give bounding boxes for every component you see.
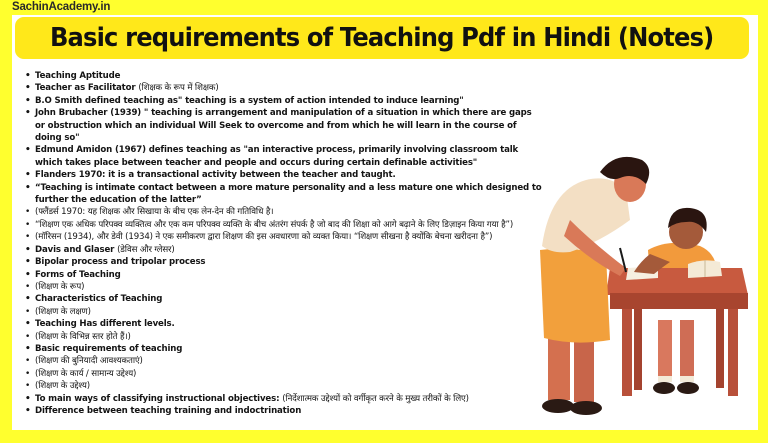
list-item: • (शिक्षण के रूप) (23, 281, 543, 293)
list-item: • John Brubacher (1939) " teaching is arrangement and manipulation of a situation in which there are gaps or obstruction which an individual Will Seek to overcome and from which he will learn in the course of doing so" (23, 107, 543, 144)
list-item: • Davis and Glaser (डेविस और ग्लेसर) (23, 244, 543, 256)
list-item: • (मॉरिसन (1934), और डेवी (1934) ने एक समीकरण द्वारा शिक्षण की इस अवधारणा को व्यक्त किया। “शिक्षण सीखना है क्योंकि बेचना खरीदना है”) (23, 231, 543, 243)
list-item: • Bipolar process and tripolar process (23, 256, 543, 268)
list-item: • “Teaching is intimate contact between a more mature personality and a less mature one which designed to further the education of the latter” (23, 182, 543, 207)
teacher-student-icon (530, 150, 768, 430)
list-item: • (फ्लैंडर्स 1970: यह शिक्षक और सिखाया के बीच एक लेन-देन की गतिविधि है। (23, 206, 543, 218)
teacher-student-illustration (530, 150, 768, 430)
list-item: • Forms of Teaching (23, 269, 543, 281)
list-item: • Basic requirements of teaching (23, 343, 543, 355)
list-item: • Teacher as Facilitator (शिक्षक के रूप में शिक्षक) (23, 82, 543, 94)
title-banner (15, 17, 749, 59)
list-item: • Characteristics of Teaching (23, 293, 543, 305)
list-item: • Teaching Has different levels. (23, 318, 543, 330)
list-item: • (शिक्षण की बुनियादी आवश्यकताएं) (23, 355, 543, 367)
list-item: • (शिक्षण के विभिन्न स्तर होते हैं।) (23, 331, 543, 343)
list-item: • To main ways of classifying instructional objectives: (निर्देशात्मक उद्देश्यों को वर्गीकृत करने के मुख्य तरीकों के लिए) (23, 393, 543, 405)
list-item: • Teaching Aptitude (23, 70, 543, 82)
list-item: • B.O Smith defined teaching as" teaching is a system of action intended to induce learning" (23, 95, 543, 107)
list-item: • Edmund Amidon (1967) defines teaching as "an interactive process, primarily involving classroom talk which takes place between teacher and people and occurs during certain definable activities" (23, 144, 543, 169)
site-watermark: SachinAcademy.in (12, 1, 111, 13)
list-item: • Difference between teaching training and indoctrination (23, 405, 543, 417)
list-item: • (शिक्षण के उद्देश्य) (23, 380, 543, 392)
list-item: • Flanders 1970: it is a transactional activity between the teacher and taught. (23, 169, 543, 181)
list-item: • “शिक्षण एक अधिक परिपक्व व्यक्तित्व और एक कम परिपक्व व्यक्ति के बीच अंतरंग संपर्क है जो बाद की शिक्षा को आगे बढ़ाने के लिए डिज़ाइन किया गया है”) (23, 219, 543, 231)
list-item: • (शिक्षण के कार्य / सामान्य उद्देश्य) (23, 368, 543, 380)
list-item: • (शिक्षण के लक्षण) (23, 306, 543, 318)
topic-list (23, 70, 543, 417)
page-title: Basic requirements of Teaching Pdf in Hindi (Notes) (50, 23, 714, 53)
